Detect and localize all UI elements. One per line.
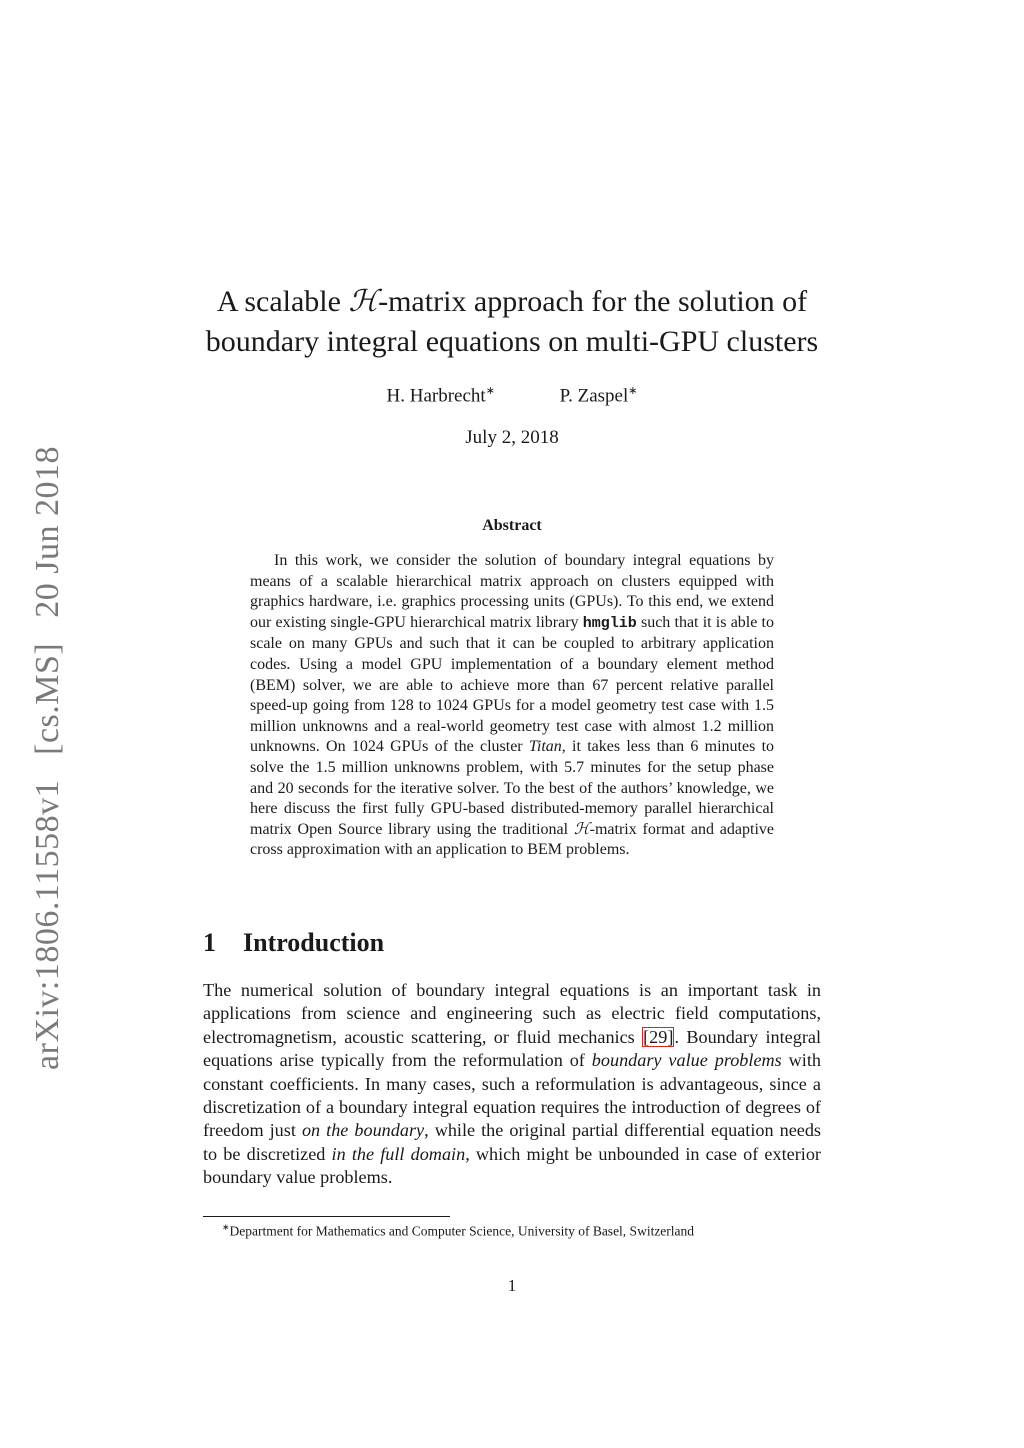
footnote-mark: ∗ — [222, 1222, 230, 1232]
abstract-heading: Abstract — [482, 517, 542, 534]
affiliation-mark: ∗ — [628, 385, 638, 397]
footnote — [222, 1222, 694, 1240]
author-list — [0, 384, 1024, 407]
affiliation-mark: ∗ — [485, 385, 495, 397]
intro-paragraph: The numerical solution of boundary integral equations is an important task in applications from science and engineering such as electric field computations, electromagnetism, acoustic scattering, or fluid mechanics [29]. Boundary integral equations arise typically from the reformulation of boundary value problems with constant coefficients. In many cases, such a reformulation is advantageous, since a discretization of a boundary integral equation requires the introduction of degrees of freedom just on the boundary, while the original partial differential equation needs to be discretized in the full domain, which might be unbounded in case of exterior boundary value problems. — [203, 980, 822, 1188]
citation-link[interactable]: [29] — [643, 1026, 674, 1047]
title-line-2: boundary integral equations on multi-GPU clusters — [205, 325, 819, 358]
page-number: 1 — [507, 1276, 517, 1295]
section-title-text: Introduction — [243, 928, 385, 957]
author: P. Zaspel∗ — [559, 385, 638, 407]
arxiv-category: [cs.MS] — [29, 642, 66, 755]
section-number: 1 — [203, 928, 216, 957]
footnote-text: Department for Mathematics and Computer Science, University of Basel, Switzerland — [229, 1223, 695, 1239]
paper-title — [150, 282, 874, 362]
paper-date: July 2, 2018 — [465, 427, 559, 448]
library-name: hmglib — [582, 614, 637, 632]
h-matrix-symbol: ℋ — [348, 284, 379, 319]
abstract-text: In this work, we consider the solution of boundary integral equations by means of a scalable hierarchical matrix approach on clusters equipped with graphics hardware, i.e. graphics processing units (GPUs). To this end, we extend our existing single-GPU hierarchical matrix library hmglib such that it is able to scale on many GPUs and such that it can be coupled to arbitrary application codes. Using a model GPU implementation of a boundary element method (BEM) solver, we are able to achieve more than 67 percent relative parallel speed-up going from 128 to 1024 GPUs for a model geometry test case with 1.5 million unknowns and a real-world geometry test case with almost 1.2 million unknowns. On 1024 GPUs of the cluster Titan, it takes less than 6 minutes to solve the 1.5 million unknowns problem, with 5.7 minutes for the setup phase and 20 seconds for the iterative solver. To the best of the authors’ knowledge, we here discuss the first fully GPU-based distributed-memory parallel hierarchical matrix Open Source library using the traditional ℋ-matrix format and adaptive cross approximation with an application to BEM problems. — [250, 552, 775, 859]
cluster-name: Titan — [528, 738, 562, 756]
title-line-1: A scalable ℋ-matrix approach for the solution of — [216, 284, 808, 319]
author: H. Harbrecht∗ — [386, 385, 495, 407]
h-matrix-symbol: ℋ — [573, 820, 590, 838]
arxiv-date: 20 Jun 2018 — [29, 446, 66, 618]
footnote-divider — [203, 1216, 450, 1217]
section-heading — [203, 928, 384, 958]
arxiv-id: arXiv:1806.11558v1 — [29, 779, 66, 1070]
